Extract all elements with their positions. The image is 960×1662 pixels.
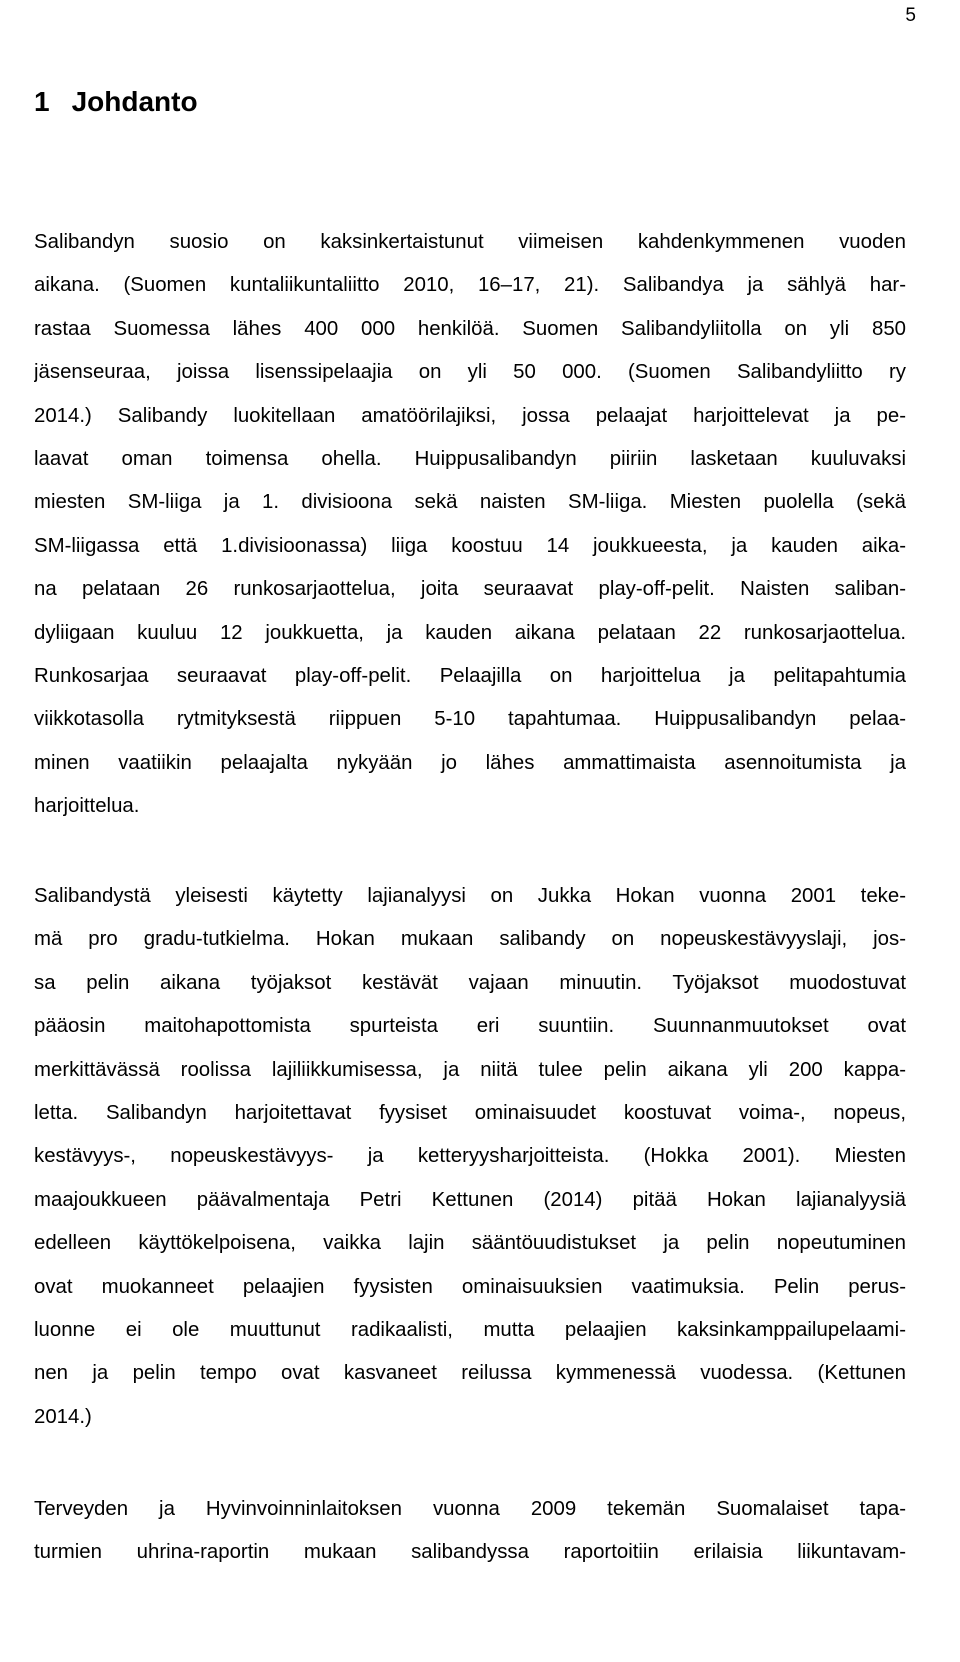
text-line: laavat oman toimensa ohella. Huippusalibandyn piiriin lasketaan kuuluvaksi xyxy=(34,447,906,470)
text-line: Salibandyn suosio on kaksinkertaistunut viimeisen kahdenkymmenen vuoden xyxy=(34,231,906,253)
text-line: pääosin maitohapottomista spurteista eri suuntiin. Suunnanmuutokset ovat xyxy=(34,1015,906,1038)
text-line: kestävyys-, nopeuskestävyys- ja ketteryysharjoitteista. (Hokka 2001). Miesten xyxy=(34,1145,906,1168)
text-line: miesten SM-liiga ja 1. divisioona sekä naisten SM-liiga. Miesten puolella (sekä xyxy=(34,491,906,514)
text-line: aikana. (Suomen kuntaliikuntaliitto 2010, 16–17, 21). Salibandya ja sählyä har- xyxy=(34,274,906,297)
text-line: edelleen käyttökelpoisena, vaikka lajin sääntöuudistukset ja pelin nopeutuminen xyxy=(34,1232,906,1255)
text-line: minen vaatiikin pelaajalta nykyään jo lähes ammattimaista asennoitumista ja xyxy=(34,751,906,774)
text-line: Salibandystä yleisesti käytetty lajianalyysi on Jukka Hokan vuonna 2001 teke- xyxy=(34,885,906,907)
text-line: maajoukkueen päävalmentaja Petri Kettunen (2014) pitää Hokan lajianalyysiä xyxy=(34,1188,906,1211)
paragraph-2 xyxy=(34,875,906,1439)
text-line: na pelataan 26 runkosarjaottelua, joita seuraavat play-off-pelit. Naisten saliban- xyxy=(34,578,906,601)
text-line: sa pelin aikana työjaksot kestävät vajaan minuutin. Työjaksot muodostuvat xyxy=(34,971,906,994)
text-line: viikkotasolla rytmityksestä riippuen 5-10 tapahtumaa. Huippusalibandyn pelaa- xyxy=(34,708,906,731)
text-line: 2014.) Salibandy luokitellaan amatöörilajiksi, jossa pelaajat harjoittelevat ja pe- xyxy=(34,404,906,427)
text-line: Terveyden ja Hyvinvoinninlaitoksen vuonna 2009 tekemän Suomalaiset tapa- xyxy=(34,1498,906,1520)
text-line: SM-liigassa että 1.divisioonassa) liiga koostuu 14 joukkueesta, ja kauden aika- xyxy=(34,534,906,557)
paragraph-1 xyxy=(34,221,906,828)
paragraph-3 xyxy=(34,1488,906,1575)
text-line: letta. Salibandyn harjoitettavat fyysiset ominaisuudet koostuvat voima-, nopeus, xyxy=(34,1101,906,1124)
chapter-heading xyxy=(34,84,198,120)
text-line: turmien uhrina-raportin mukaan salibandyssa raportoitiin erilaisia liikuntavam- xyxy=(34,1541,906,1564)
chapter-title: Johdanto xyxy=(71,86,198,117)
text-line: Runkosarjaa seuraavat play-off-pelit. Pelaajilla on harjoittelua ja pelitapahtumia xyxy=(34,664,906,687)
text-line: 2014.) xyxy=(34,1405,92,1428)
page-number: 5 xyxy=(905,5,916,26)
text-line: merkittävässä roolissa lajiliikkumisessa, ja niitä tulee pelin aikana yli 200 kappa- xyxy=(34,1058,906,1081)
text-line: ovat muokanneet pelaajien fyysisten ominaisuuksien vaatimuksia. Pelin perus- xyxy=(34,1275,906,1298)
text-line: rastaa Suomessa lähes 400 000 henkilöä. Suomen Salibandyliitolla on yli 850 xyxy=(34,317,906,340)
text-line: mä pro gradu-tutkielma. Hokan mukaan salibandy on nopeuskestävyyslaji, jos- xyxy=(34,928,906,951)
chapter-number: 1 xyxy=(34,86,50,117)
text-line: jäsenseuraa, joissa lisenssipelaajia on yli 50 000. (Suomen Salibandyliitto ry xyxy=(34,361,906,384)
text-line: harjoittelua. xyxy=(34,795,140,818)
text-line: dyliigaan kuuluu 12 joukkuetta, ja kauden aikana pelataan 22 runkosarjaottelua. xyxy=(34,621,906,644)
text-line: luonne ei ole muuttunut radikaalisti, mutta pelaajien kaksinkamppailupelaami- xyxy=(34,1318,906,1341)
text-line: nen ja pelin tempo ovat kasvaneet reilussa kymmenessä vuodessa. (Kettunen xyxy=(34,1362,906,1385)
